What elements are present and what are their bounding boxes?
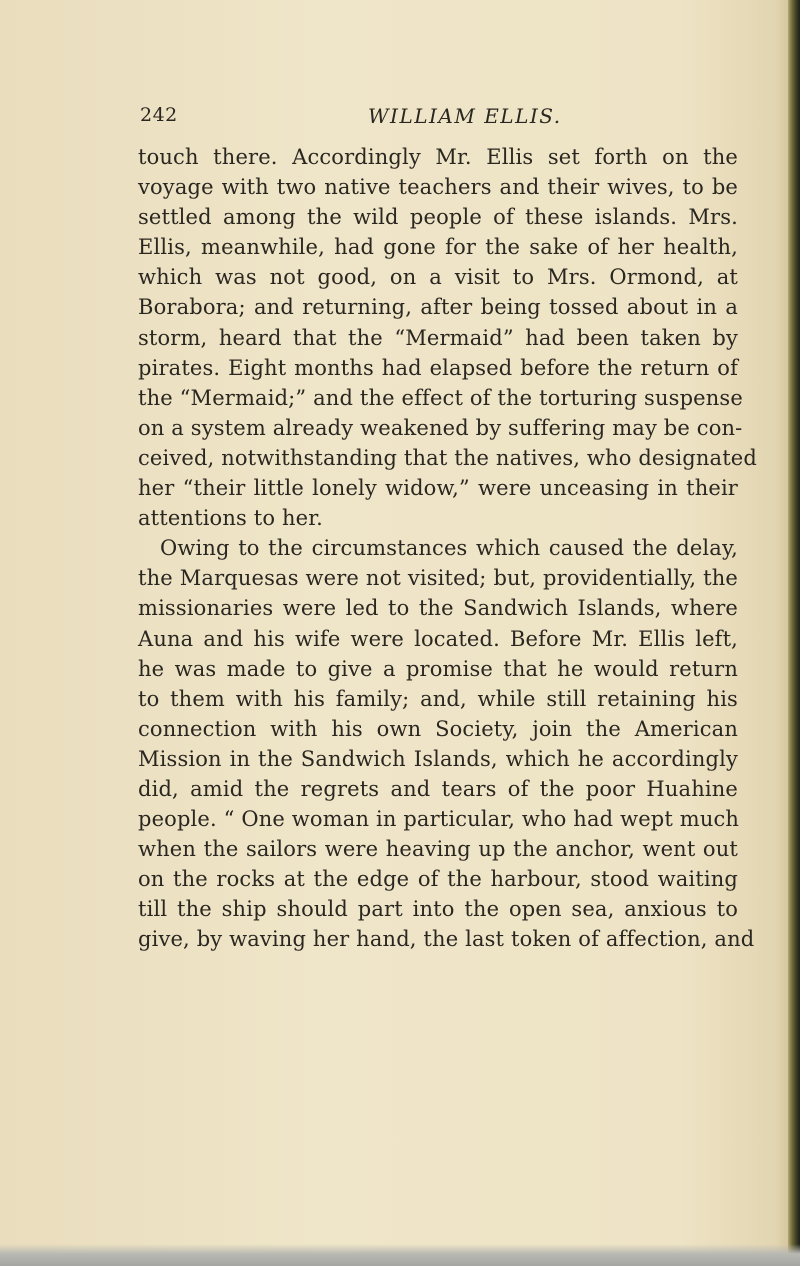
page-number: 242 <box>140 104 178 126</box>
text-line: did, amid the regrets and tears of the poor Huahine <box>138 776 738 801</box>
text-line: people. “ One woman in particular, who had wept much <box>138 807 740 832</box>
text-line: pirates. Eight months had elapsed before the return of <box>138 355 738 380</box>
text-line: connection with his own Society, join the American <box>138 716 738 741</box>
body-text <box>138 142 757 955</box>
text-line: when the sailors were heaving up the anchor, went out <box>138 837 738 862</box>
text-line: Ellis, meanwhile, had gone for the sake of her health, <box>138 235 738 260</box>
text-line: which was not good, on a visit to Mrs. Ormond, at <box>138 265 738 290</box>
text-line: settled among the wild people of these islands. Mrs. <box>138 205 738 230</box>
text-line: the “Mermaid;” and the effect of the torturing suspense <box>138 385 743 410</box>
text-line: her “their little lonely widow,” were unceasing in their <box>138 476 738 501</box>
paragraph-start-line: Owing to the circumstances which caused the delay, <box>160 536 738 561</box>
text-line: missionaries were led to the Sandwich Islands, where <box>138 596 738 621</box>
text-line: Borabora; and returning, after being tossed about in a <box>138 295 738 320</box>
text-line: storm, heard that the “Mermaid” had been taken by <box>138 325 738 350</box>
text-line: to them with his family; and, while still retaining his <box>138 686 738 711</box>
paragraph-end-line: attentions to her. <box>138 506 323 531</box>
text-line: he was made to give a promise that he would return <box>138 656 738 681</box>
text-line: give, by waving her hand, the last token of affection, and <box>138 927 755 952</box>
page-binding-edge <box>788 0 800 1266</box>
page-bottom-edge <box>0 1244 800 1266</box>
text-line: Auna and his wife were located. Before Mr. Ellis left, <box>138 626 738 651</box>
text-line: on the rocks at the edge of the harbour, stood waiting <box>138 867 738 892</box>
text-line: touch there. Accordingly Mr. Ellis set forth on the <box>138 145 738 169</box>
text-line: on a system already weakened by suffering may be con- <box>138 415 743 440</box>
text-line: the Marquesas were not visited; but, providentially, the <box>138 566 738 591</box>
running-title: WILLIAM ELLIS. <box>368 104 562 128</box>
text-line: Mission in the Sandwich Islands, which he accordingly <box>138 746 738 771</box>
running-head <box>140 104 740 134</box>
text-line: voyage with two native teachers and their wives, to be <box>138 175 738 200</box>
text-line: ceived, notwithstanding that the natives, who designated <box>138 445 757 470</box>
text-line: till the ship should part into the open sea, anxious to <box>138 897 738 922</box>
